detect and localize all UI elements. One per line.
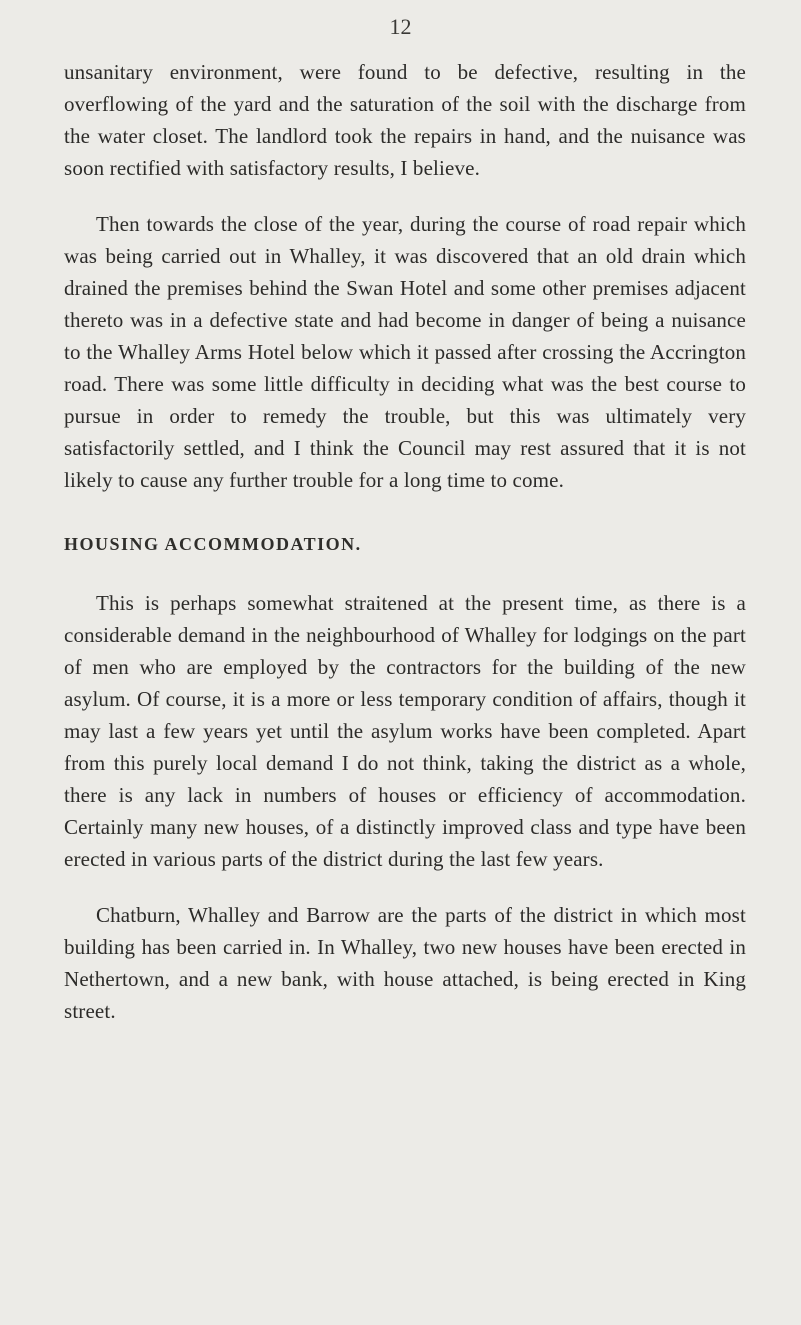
page-number: 12 bbox=[389, 14, 412, 39]
paragraph-continued: unsanitary environment, were found to be defective, resulting in the overflowing of the yard and the saturation of the soil with the discharge from the water closet. The landlord took the repairs in hand, and the nuisance was soon rectified with satisfactory results, I believe. bbox=[64, 60, 746, 180]
body-text bbox=[64, 56, 746, 1027]
section-heading-housing: HOUSING ACCOMMODATION. bbox=[64, 534, 362, 554]
paragraph-building: Chatburn, Whalley and Barrow are the parts of the district in which most building has been carried in. In Whalley, two new houses have been erected in Nethertown, and a new bank, with house attached, is being erected in King street. bbox=[64, 903, 746, 1023]
paragraph-drain: Then towards the close of the year, during the course of road repair which was being carried out in Whalley, it was discovered that an old drain which drained the premises behind the Swan Hotel and some other premises adjacent thereto was in a defective state and had become in danger of being a nuisance to the Whalley Arms Hotel below which it passed after crossing the Accrington road. There was some little difficulty in deciding what was the best course to pursue in order to remedy the trouble, but this was ultimately very satisfactorily settled, and I think the Council may rest assured that it is not likely to cause any further trouble for a long time to come. bbox=[64, 212, 746, 492]
paragraph-housing: This is perhaps somewhat straitened at the present time, as there is a considerable demand in the neighbourhood of Whalley for lodgings on the part of men who are employed by the contractors for the building of the new asylum. Of course, it is a more or less temporary condition of affairs, though it may last a few years yet until the asylum works have been completed. Apart from this purely local demand I do not think, taking the district as a whole, there is any lack in numbers of houses or efficiency of accommodation. Certainly many new houses, of a distinctly improved class and type have been erected in various parts of the district during the last few years. bbox=[64, 591, 746, 871]
